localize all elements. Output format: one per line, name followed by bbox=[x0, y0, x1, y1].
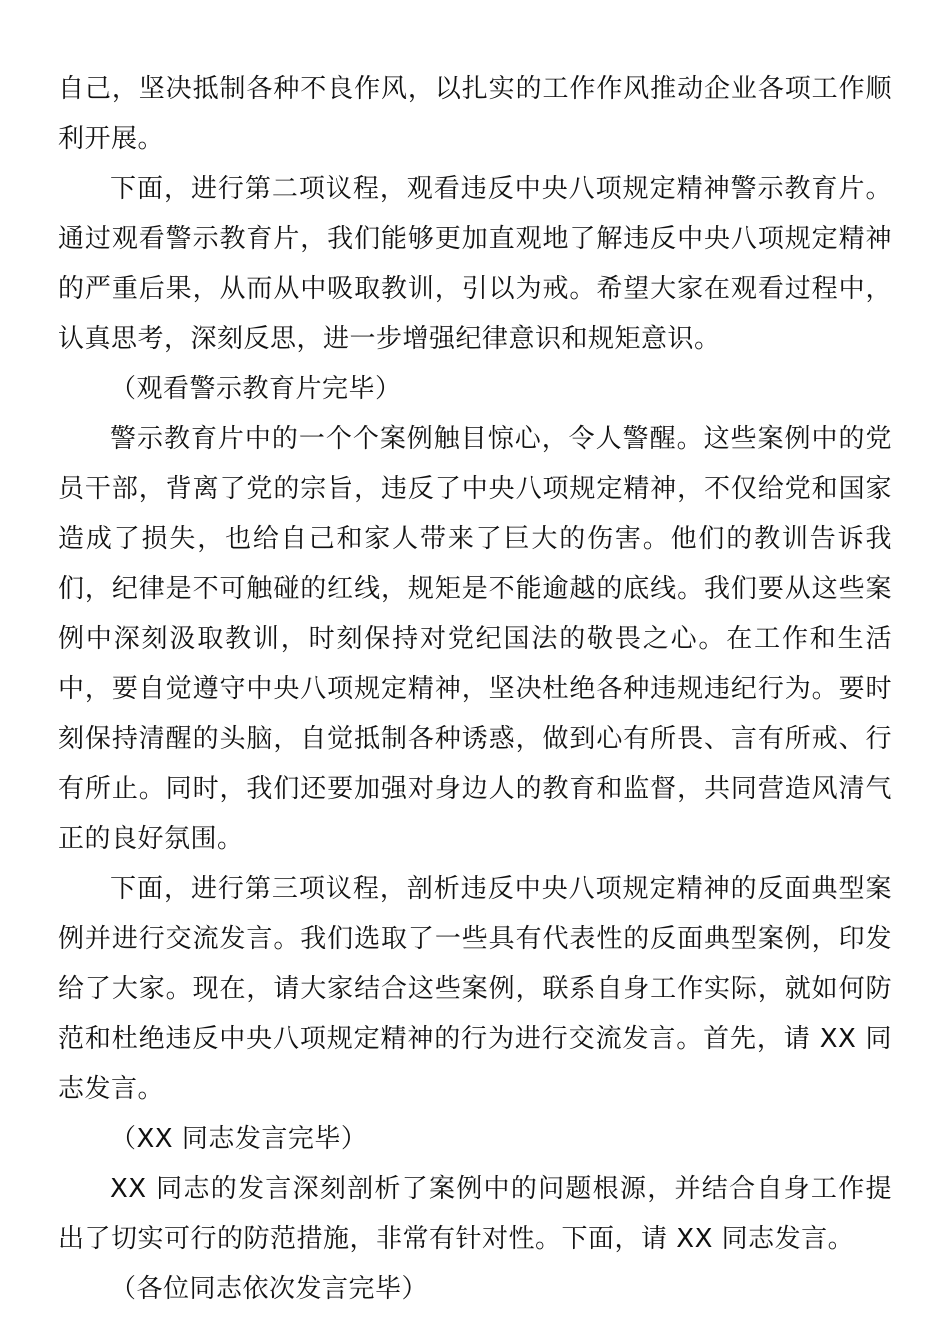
paragraph-agenda-item-two: 下面，进行第二项议程，观看违反中央八项规定精神警示教育片。通过观看警示教育片，我们能够更加直观地了解违反中央八项规定精神的严重后果，从而从中吸取教训，引以为戒。希望大家在观看过程中，认真思考，深刻反思，进一步增强纪律意识和规矩意识。 bbox=[58, 174, 892, 354]
paragraph-video-reflection: 警示教育片中的一个个案例触目惊心，令人警醒。这些案例中的党员干部，背离了党的宗旨，违反了中央八项规定精神，不仅给党和国家造成了损失，也给自己和家人带来了巨大的伤害。他们的教训告诉我们，纪律是不可触碰的红线，规矩是不能逾越的底线。我们要从这些案例中深刻汲取教训，时刻保持对党纪国法的敬畏之心。在工作和生活中，要自觉遵守中央八项规定精神，坚决杜绝各种违规违纪行为。要时刻保持清醒的头脑，自觉抵制各种诱惑，做到心有所畏、言有所戒、行有所止。同时，我们还要加强对身边人的教育和监督，共同营造风清气正的良好氛围。 bbox=[58, 424, 892, 854]
paragraph-all-speeches-finished-note: （各位同志依次发言完毕） bbox=[110, 1274, 429, 1304]
document-body bbox=[58, 64, 892, 1314]
paragraph-video-finished-note: （观看警示教育片完毕） bbox=[110, 374, 402, 404]
paragraph-continuation: 自己，坚决抵制各种不良作风，以扎实的工作作风推动企业各项工作顺利开展。 bbox=[58, 74, 892, 154]
paragraph-speech-comment: XX 同志的发言深刻剖析了案例中的问题根源，并结合自身工作提出了切实可行的防范措施，非常有针对性。下面，请 XX 同志发言。 bbox=[58, 1174, 892, 1254]
paragraph-agenda-item-three: 下面，进行第三项议程，剖析违反中央八项规定精神的反面典型案例并进行交流发言。我们选取了一些具有代表性的反面典型案例，印发给了大家。现在，请大家结合这些案例，联系自身工作实际，就如何防范和杜绝违反中央八项规定精神的行为进行交流发言。首先，请 XX 同志发言。 bbox=[58, 874, 892, 1104]
paragraph-speech-finished-note: （XX 同志发言完毕） bbox=[110, 1124, 368, 1154]
